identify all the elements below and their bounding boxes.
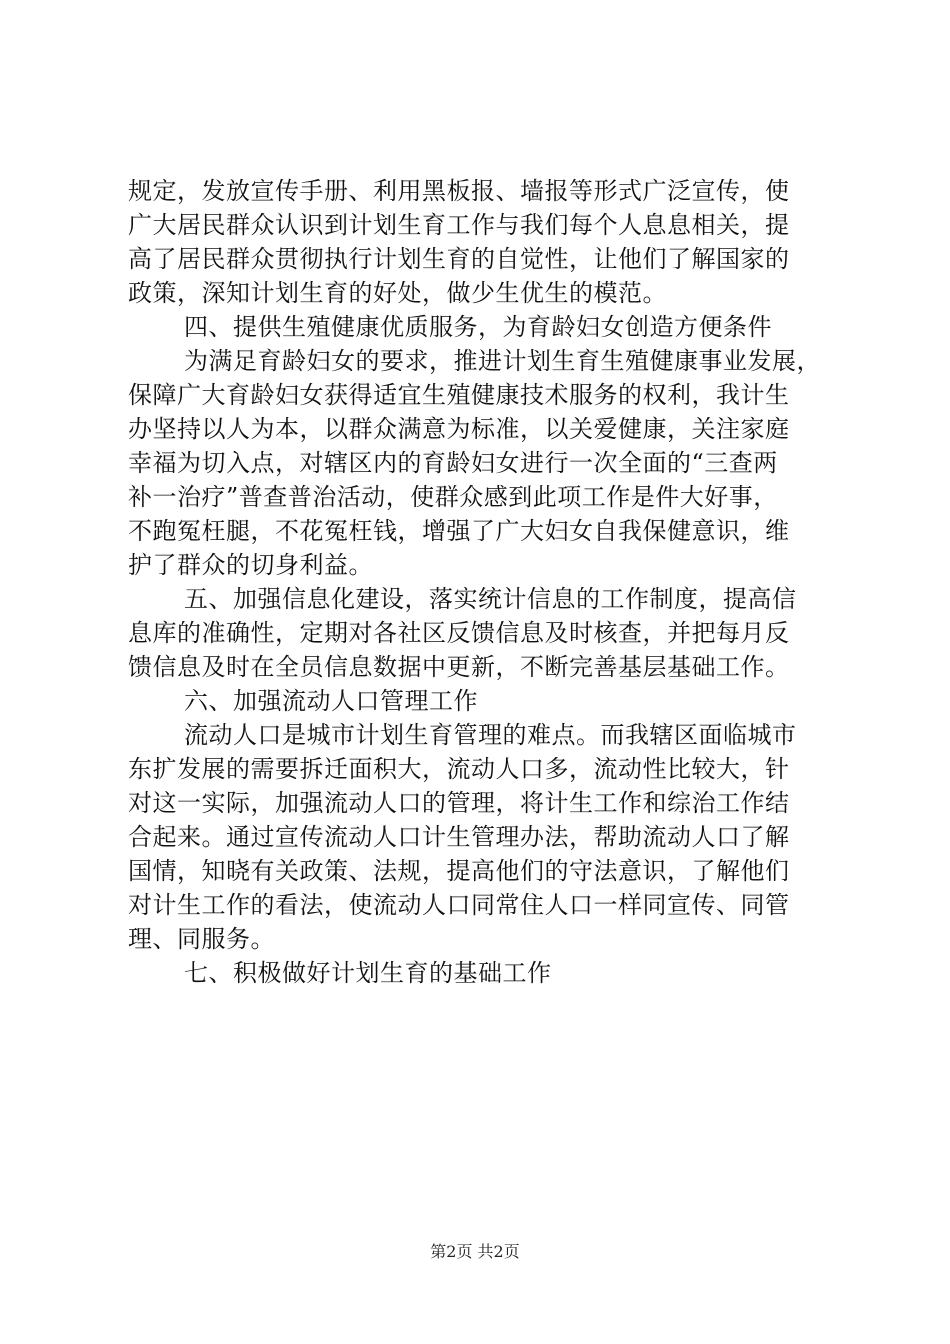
text-line: 补一治疗”普查普治活动，使群众感到此项工作是件大好事， xyxy=(128,483,778,511)
text-line: 幸福为切入点，对辖区内的育龄妇女进行一次全面的“三查两 xyxy=(128,449,778,477)
text-line: 对这一实际，加强流动人口的管理，将计生工作和综治工作结 xyxy=(128,789,790,817)
text-line: 广大居民群众认识到计划生育工作与我们每个人息息相关，提 xyxy=(128,211,790,239)
text-line: 四、提供生殖健康优质服务，为育龄妇女创造方便条件 xyxy=(184,313,772,341)
text-line: 办坚持以人为本，以群众满意为标准，以关爱健康，关注家庭 xyxy=(128,415,790,443)
text-line: 息库的准确性，定期对各社区反馈信息及时核查，并把每月反 xyxy=(128,619,790,647)
text-line: 国情，知晓有关政策、法规，提高他们的守法意识，了解他们 xyxy=(128,857,790,885)
text-line: 政策，深知计划生育的好处，做少生优生的模范。 xyxy=(128,279,667,307)
text-line: 为满足育龄妇女的要求，推进计划生育生殖健康事业发展， xyxy=(184,347,821,375)
text-line: 流动人口是城市计划生育管理的难点。而我辖区面临城市 xyxy=(184,721,797,749)
text-line: 护了群众的切身利益。 xyxy=(128,551,373,579)
text-line: 东扩发展的需要拆迁面积大，流动人口多，流动性比较大，针 xyxy=(128,755,790,783)
page-number-footer: 第2页 共2页 xyxy=(430,1242,520,1261)
text-line: 规定，发放宣传手册、利用黑板报、墙报等形式广泛宣传，使 xyxy=(128,177,790,205)
text-line: 保障广大育龄妇女获得适宜生殖健康技术服务的权利，我计生 xyxy=(128,381,790,409)
document-body xyxy=(128,174,840,990)
text-line: 理、同服务。 xyxy=(128,925,275,953)
text-line: 六、加强流动人口管理工作 xyxy=(184,687,478,715)
text-line: 不跑冤枉腿，不花冤枉钱，增强了广大妇女自我保健意识，维 xyxy=(128,517,790,545)
text-line: 高了居民群众贯彻执行计划生育的自觉性，让他们了解国家的 xyxy=(128,245,790,273)
text-line: 合起来。通过宣传流动人口计生管理办法，帮助流动人口了解 xyxy=(128,823,790,851)
text-line: 五、加强信息化建设，落实统计信息的工作制度，提高信 xyxy=(184,585,797,613)
text-line: 七、积极做好计划生育的基础工作 xyxy=(184,959,552,987)
text-line: 馈信息及时在全员信息数据中更新，不断完善基层基础工作。 xyxy=(128,653,790,681)
text-line: 对计生工作的看法，使流动人口同常住人口一样同宣传、同管 xyxy=(128,891,790,919)
